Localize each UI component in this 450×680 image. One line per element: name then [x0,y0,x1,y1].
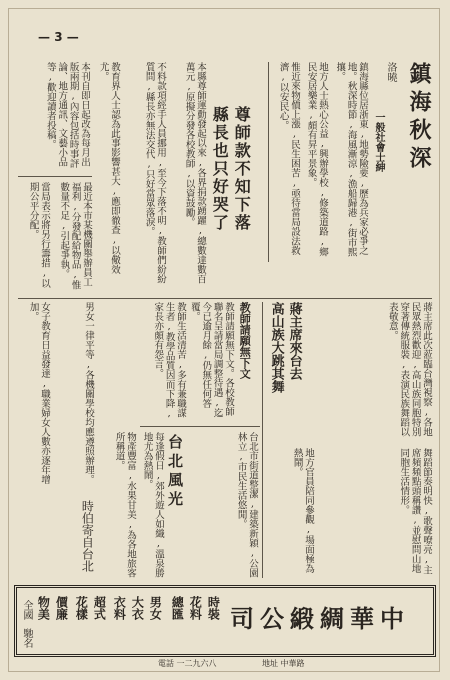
section-taiwan-p1: 台北市街道整潔,建築新穎,公園林立,市民生活悠閒。 [235,432,258,578]
headline-tribe-line2: 高山族大跳其舞 [268,302,284,393]
masthead-byline: 洛曉 [385,62,396,82]
article-top-right-p3: 惟近來物價上漲,民生困苦,亟待當局設法救濟,以安民心。 [277,62,300,255]
notice-text: 本刊自即日起改為每月出版兩期,內容包括時事評論、地方通訊、文藝小品等,歡迎讀者投稿。 [44,62,90,168]
masthead-subtitle: 一般社會士紳 [373,112,384,172]
article-left-upper-p2: 當局表示將另行籌措,以期公平分配。 [27,182,50,288]
masthead-title: 鎮海秋深 [406,62,432,174]
page-number-value: 3 [54,30,63,44]
headline-tribe-line1: 蔣主席來台去 [286,302,302,380]
article-left-lower-p2: 女子教育日益發達,職業婦女人數亦逐年增加。 [27,302,50,484]
article-top-right-p1: 鎮海縣位居浙東,地勢險要,歷為兵家必爭之地。秋深時節,海風漸涼,漁船歸港,街市熙攘。 [334,62,368,257]
headline-teacher-line2: 縣長也只好哭了 [210,106,230,232]
ad-address-value: 中華路 [280,659,305,668]
page-number: — 3 — [38,30,79,44]
article-top-right-p2: 地方人士熱心公益,興辦學校,修築道路,鄉民安居樂業,頗有昇平景象。 [305,62,328,257]
divider-upper-section [18,298,432,299]
ad-item-3: 總匯 [170,596,185,620]
column-divider-2 [262,302,263,578]
section-taiwan-p2: 每逢假日,郊外遊人如織,溫泉勝地尤為熱鬧。 [141,432,164,578]
ad-phone [158,658,217,669]
article-tribe-p2: 舞蹈節奏明快,歌聲嘹亮,主席頻頻點頭稱讚,並慰問山地同胞生活情形。 [398,448,432,575]
ad-item-10: 物美 [36,596,51,620]
ad-item-2: 花料 [188,596,203,620]
ad-item-7: 超式 [92,596,107,620]
divider-notice [18,176,92,177]
ad-address [262,658,305,669]
article-tribe-p3: 地方官員陪同參觀,場面極為熱鬧。 [291,448,314,573]
ad-item-9: 價廉 [54,596,69,620]
divider-middle [140,426,260,427]
ad-note-1: 全國 [21,600,32,620]
column-divider-1 [268,62,269,262]
section-taiwan-byline: 時伯寄自台北 [80,500,95,572]
ad-item-4: 男女 [148,596,163,620]
ad-note-2: 馳名 [21,628,32,648]
middle-article-title: 教師請願無下文 [238,302,252,379]
ad-phone-label: 電話 [158,659,174,668]
ad-item-6: 衣料 [112,596,127,620]
ad-item-1: 時裝 [206,596,221,620]
article-middle-p2: 教師生活清苦,多有兼職謀生者,教學品質因而下降,家長亦頗有怨言。 [152,302,186,419]
article-teacher-p1: 本縣尊師運動發起以來,各界捐款踴躍,總數達數百萬元,原擬分發各校教師,以資鼓勵。 [183,62,206,284]
article-left-lower-p1: 男女一律平等,各機關學校均應遵照辦理。 [83,302,94,484]
article-teacher-p2: 不料款項經手人員挪用,至今下落不明,教師們紛紛質問,縣長亦無法交代,只好當眾落淚。 [143,62,166,284]
article-teacher-p3: 教育界人士認為此事影響甚大,應即徹查,以儆效尤。 [97,62,120,274]
article-left-upper-p1: 最近本市某機關舉辦員工福利,分發配給物品,惟數量不足,引起爭執。 [58,182,92,290]
ad-address-label: 地址 [262,659,278,668]
section-taiwan-title: 台北風光 [166,434,184,510]
ad-item-5: 大衣 [130,596,145,620]
article-middle-p1: 教師請願無下文。各校教師聯名呈請當局調整待遇,迄今已逾月餘,仍無任何答覆。 [188,302,234,418]
ad-item-8: 花樣 [74,596,89,620]
ad-company-name: 中華綢緞公司 [230,604,410,633]
section-taiwan-p3: 物產豐富,水果甘美,為各地旅客所稱道。 [113,432,136,578]
ad-phone-number: 一二九六八 [176,659,217,668]
headline-teacher-line1: 尊師款不知下落 [232,106,252,232]
article-tribe-p1: 蔣主席此次蒞臨台灣視察,各地民眾熱烈歡迎,高山族同胞特別穿著傳統服裝,表演民族舞蹈以表敬意。 [386,302,432,437]
